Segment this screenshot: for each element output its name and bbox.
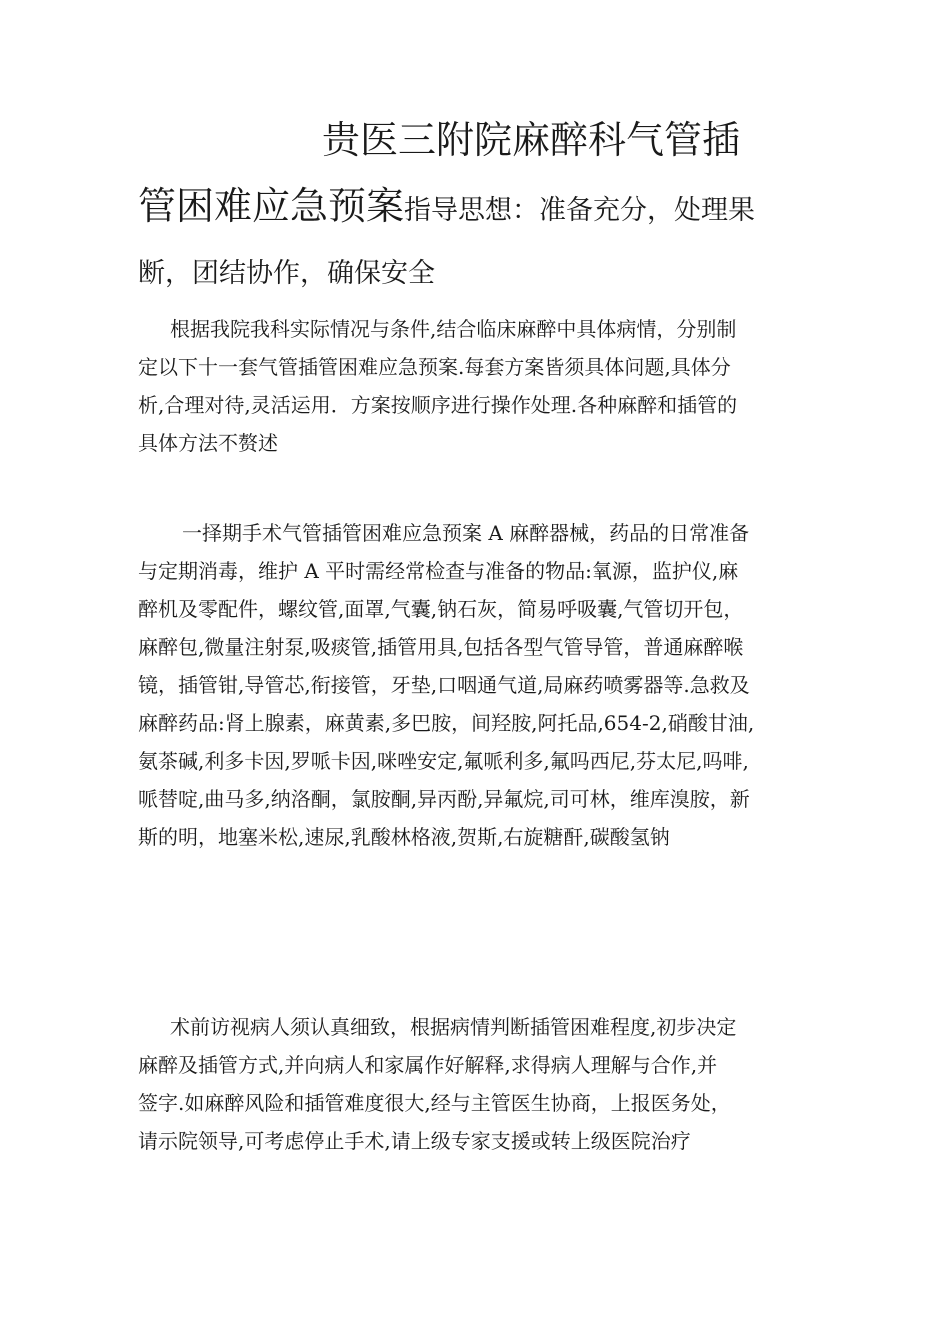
document-title-line2 (138, 176, 755, 244)
paragraph-line: 定以下十一套气管插管困难应急预案.每套方案皆须具体问题,具体分 (138, 355, 731, 379)
paragraph-line: 析,合理对待,灵活运用．方案按顺序进行操作处理.各种麻醉和插管的 (138, 393, 738, 417)
intro-paragraph (138, 310, 838, 462)
preop-visit-paragraph (138, 1008, 838, 1160)
paragraph-line: 与定期消毒，维护 A 平时需经常检查与准备的物品:氧源，监护仪,麻 (138, 559, 739, 583)
document-title-large-text: 管困难应急预案 (138, 184, 405, 228)
paragraph-line: 镜，插管钳,导管芯,衔接管，牙垫,口咽通气道,局麻药喷雾器等.急救及 (138, 673, 750, 697)
paragraph-line: 哌替啶,曲马多,纳洛酮，氯胺酮,异丙酚,异氟烷,司可林，维库溴胺，新 (138, 787, 750, 811)
paragraph-line: 麻醉及插管方式,并向病人和家属作好解释,求得病人理解与合作,并 (138, 1053, 718, 1077)
paragraph-line: 氨茶碱,利多卡因,罗哌卡因,咪唑安定,氟哌利多,氟吗西尼,芬太尼,吗啡, (138, 749, 749, 773)
guiding-principle-continuation: 断，团结协作，确保安全 (138, 258, 435, 289)
paragraph-line: 请示院领导,可考虑停止手术,请上级专家支援或转上级医院治疗 (138, 1129, 691, 1153)
document-title-line1: 贵医三附院麻醉科气管插 (322, 118, 741, 162)
paragraph-line: 一择期手术气管插管困难应急预案 A 麻醉器械，药品的日常准备 (182, 521, 750, 545)
guiding-principle-text: 指导思想：准备充分，处理果 (404, 195, 756, 226)
paragraph-line: 签字.如麻醉风险和插管难度很大,经与主管医生协商，上报医务处， (138, 1091, 731, 1115)
paragraph-line: 根据我院我科实际情况与条件,结合临床麻醉中具体病情，分别制 (170, 317, 737, 341)
paragraph-line: 斯的明，地塞米松,速尿,乳酸林格液,贺斯,右旋糖酐,碳酸氢钠 (138, 825, 670, 849)
paragraph-line: 术前访视病人须认真细致，根据病情判断插管困难程度,初步决定 (170, 1015, 737, 1039)
paragraph-line: 具体方法不赘述 (138, 431, 278, 455)
paragraph-line: 麻醉药品:肾上腺素，麻黄素,多巴胺，间羟胺,阿托品,654-2,硝酸甘油, (138, 711, 755, 735)
section-a-paragraph (138, 514, 838, 856)
paragraph-line: 醉机及零配件，螺纹管,面罩,气囊,钠石灰，简易呼吸囊,气管切开包， (138, 597, 744, 621)
paragraph-line: 麻醉包,微量注射泵,吸痰管,插管用具,包括各型气管导管，普通麻醉喉 (138, 635, 744, 659)
